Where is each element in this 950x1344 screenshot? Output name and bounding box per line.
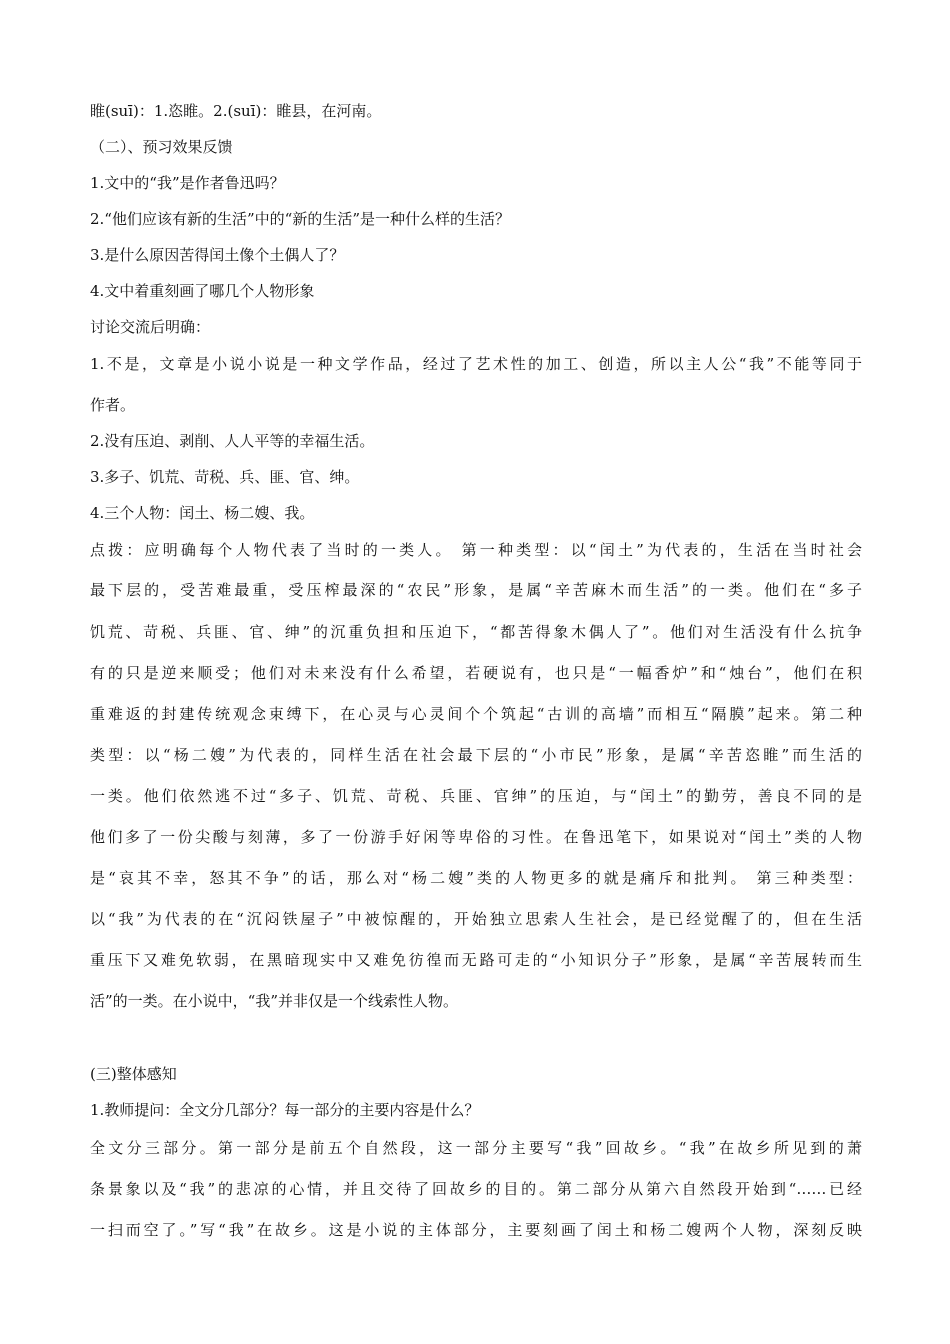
answer-line: 1.不是，文章是小说小说是一种文学作品，经过了艺术性的加工、创造，所以主人公“我”不能等同于 [90, 355, 862, 373]
paragraph-line: 活”的一类。在小说中，“我”并非仅是一个线索性人物。 [90, 992, 459, 1010]
answer-line: 3.多子、饥荒、苛税、兵、匪、官、绅。 [90, 468, 360, 486]
paragraph-line: 饥荒、苛税、兵匪、官、绅”的沉重负担和压迫下，“都苦得象木偶人了”。他们对生活没有什么抗争 [90, 623, 862, 641]
question-line: 2.“他们应该有新的生活”中的“新的生活”是一种什么样的生活？ [90, 210, 510, 228]
paragraph-line: 点拨：应明确每个人物代表了当时的一类人。 第一种类型：以“闰土”为代表的，生活在当时社会 [90, 541, 862, 559]
text-line: 讨论交流后明确： [90, 318, 211, 336]
paragraph-line: 重压下又难免软弱，在黑暗现实中又难免彷徨而无路可走的“小知识分子”形象，是属“辛苦展转而生 [90, 951, 862, 969]
question-line: 4.文中着重刻画了哪几个人物形象 [90, 282, 315, 300]
answer-line: 作者。 [90, 396, 136, 414]
paragraph-line: 条景象以及“我”的悲凉的心情，并且交待了回故乡的目的。第二部分从第六自然段开始到“……已经 [90, 1180, 862, 1198]
paragraph-line: 全文分三部分。第一部分是前五个自然段，这一部分主要写“我”回故乡。“我”在故乡所见到的萧 [90, 1139, 862, 1157]
paragraph-line: 以“我”为代表的在“沉闷铁屋子”中被惊醒的，开始独立思索人生社会，是已经觉醒了的，但在生活 [90, 910, 862, 928]
question-line: 3.是什么原因苦得闰土像个土偶人了？ [90, 246, 345, 264]
text-line: 睢(suī)：1.恣睢。2.(suī)：睢县，在河南。 [90, 102, 382, 120]
paragraph-line: 一类。他们依然逃不过“多子、饥荒、苛税、兵匪、官绅”的压迫，与“闰土”的勤劳，善良不同的是 [90, 787, 862, 805]
paragraph-line: 最下层的，受苦难最重，受压榨最深的“农民”形象，是属“辛苦麻木而生活”的一类。他们在“多子 [90, 581, 862, 599]
answer-line: 2.没有压迫、剥削、人人平等的幸福生活。 [90, 432, 375, 450]
question-line: 1.教师提问：全文分几部分？每一部分的主要内容是什么？ [90, 1101, 480, 1119]
paragraph-line: 有的只是逆来顺受；他们对未来没有什么希望，若硬说有，也只是“一幅香炉”和“烛台”，他们在积 [90, 664, 862, 682]
question-line: 1.文中的“我”是作者鲁迅吗？ [90, 174, 285, 192]
section-heading: （二）、预习效果反馈 [90, 138, 233, 156]
paragraph-line: 是“哀其不幸，怒其不争”的话，那么对“杨二嫂”类的人物更多的就是痛斥和批判。 第三种类型： [90, 869, 862, 887]
answer-line: 4.三个人物：闰土、杨二嫂、我。 [90, 504, 315, 522]
paragraph-line: 类型：以“杨二嫂”为代表的，同样生活在社会最下层的“小市民”形象，是属“辛苦恣睢”而生活的 [90, 746, 862, 764]
paragraph-line: 重难返的封建传统观念束缚下，在心灵与心灵间个个筑起“古训的高墙”而相互“隔膜”起来。第二种 [90, 705, 862, 723]
section-heading: (三)整体感知 [90, 1065, 177, 1083]
paragraph-line: 他们多了一份尖酸与刻薄，多了一份游手好闲等卑俗的习性。在鲁迅笔下，如果说对“闰土”类的人物 [90, 828, 862, 846]
paragraph-line: 一扫而空了。”写“我”在故乡。这是小说的主体部分，主要刻画了闰土和杨二嫂两个人物，深刻反映 [90, 1221, 862, 1239]
